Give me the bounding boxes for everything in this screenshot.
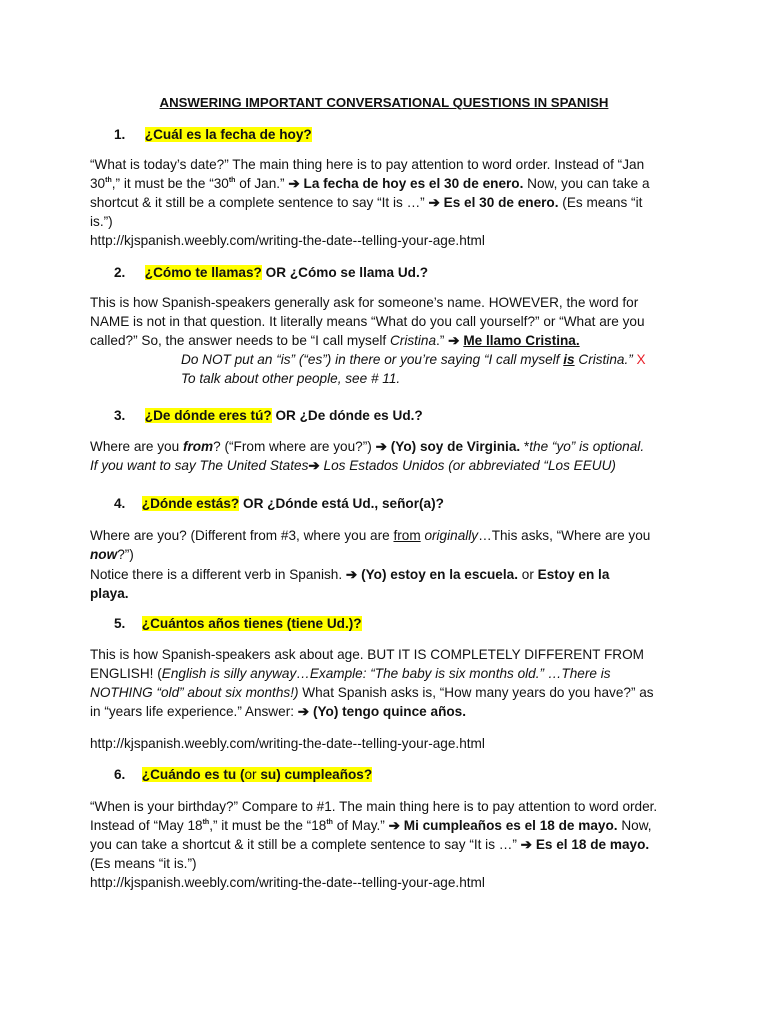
body-line: NAME is not in that question. It literally means “What do you call yourself?” or “What are you — [90, 314, 645, 329]
arrow-icon: ➔ — [375, 439, 387, 454]
body-line: Where are you from? (“From where are you?”) ➔ (Yo) soy de Virginia. *the “yo” is optional. — [90, 439, 645, 454]
body-line: 30th,” it must be the “30th of Jan.” ➔ La fecha de hoy es el 30 de enero. Now, you can take a — [90, 176, 650, 191]
arrow-icon: ➔ — [288, 176, 300, 191]
arrow-icon: ➔ — [345, 567, 358, 582]
body-line: If you want to say The United States➔ Los Estados Unidos (or abbreviated “Los EEUU) — [90, 458, 616, 473]
question-number: 2. — [114, 265, 126, 280]
body-line: “When is your birthday?” Compare to #1. The main thing here is to pay attention to word order. — [90, 799, 658, 814]
body-line: you can take a shortcut & it still be a complete sentence to say “It is …” ➔ Es el 18 de mayo. — [90, 837, 650, 852]
reference-url[interactable]: http://kjspanish.weebly.com/writing-the-date--telling-your-age.html — [90, 233, 485, 248]
wrong-mark-icon: X — [636, 352, 646, 367]
question-number: 3. — [114, 408, 126, 423]
body-line: called?” So, the answer needs to be “I call myself Cristina.” ➔ Me llamo Cristina. — [90, 333, 580, 348]
page-title: ANSWERING IMPORTANT CONVERSATIONAL QUESTIONS IN SPANISH — [159, 95, 609, 110]
arrow-icon: ➔ — [388, 818, 400, 833]
body-line: shortcut & it still be a complete sentence to say “It is …” ➔ Es el 30 de enero. (Es means “it — [90, 195, 643, 210]
question-5-heading — [114, 614, 362, 633]
body-line: in “years life experience.” Answer: ➔ (Yo) tengo quince años. — [90, 704, 467, 719]
question-number: 5. — [114, 616, 126, 631]
body-line: NOTHING “old” about six months!) What Spanish asks is, “How many years do you have?” as — [90, 685, 654, 700]
reference-url[interactable]: http://kjspanish.weebly.com/writing-the-date--telling-your-age.html — [90, 875, 485, 890]
body-line: To talk about other people, see # 11. — [181, 371, 401, 386]
arrow-icon: ➔ — [308, 458, 320, 473]
question-highlight: ¿Cuál es la fecha de hoy? — [144, 127, 312, 142]
question-alternative: OR ¿Dónde está Ud., señor(a)? — [239, 496, 444, 511]
question-1-heading — [114, 125, 312, 144]
question-alternative: OR ¿De dónde es Ud.? — [271, 408, 423, 423]
body-line: This is how Spanish-speakers ask about age. BUT IT IS COMPLETELY DIFFERENT FROM — [90, 647, 645, 662]
question-5-body — [90, 645, 680, 721]
question-2-body — [90, 293, 680, 388]
question-highlight: ¿De dónde eres tú? — [144, 408, 272, 423]
question-3-body — [90, 437, 680, 475]
body-line: is.”) — [90, 214, 113, 229]
question-highlight: ¿Cuándo es tu (or su) cumpleaños? — [141, 767, 373, 782]
body-line: Notice there is a different verb in Spanish. ➔ (Yo) estoy en la escuela. or Estoy en la — [90, 567, 610, 582]
body-line: ENGLISH! (English is silly anyway…Example: “The baby is six months old.” …There is — [90, 666, 611, 681]
question-highlight: ¿Cuántos años tienes (tiene Ud.)? — [141, 616, 362, 631]
question-1-body — [90, 155, 680, 231]
body-line: (Es means “it is.”) — [90, 856, 197, 871]
body-line: “What is today’s date?” The main thing here is to pay attention to word order. Instead of “Jan — [90, 157, 645, 172]
question-number: 4. — [114, 496, 126, 511]
question-number: 1. — [114, 127, 126, 142]
arrow-icon: ➔ — [520, 837, 533, 852]
body-line: Where are you? (Different from #3, where you are from originally…This asks, “Where are you — [90, 528, 651, 543]
question-4-heading — [114, 494, 444, 513]
question-highlight: ¿Cómo te llamas? — [144, 265, 262, 280]
question-6-heading — [114, 765, 372, 784]
arrow-icon: ➔ — [448, 333, 460, 348]
body-line: playa. — [90, 586, 129, 601]
arrow-icon: ➔ — [428, 195, 440, 210]
body-line: Do NOT put an “is” (“es”) in there or you’re saying “I call myself is Cristina.” X — [181, 352, 646, 367]
body-line: This is how Spanish-speakers generally ask for someone’s name. HOWEVER, the word for — [90, 295, 639, 310]
question-3-heading — [114, 406, 423, 425]
body-line: now?”) — [90, 547, 134, 562]
question-4-body — [90, 526, 680, 603]
question-number: 6. — [114, 767, 126, 782]
question-highlight: ¿Dónde estás? — [141, 496, 240, 511]
question-alternative: OR ¿Cómo se llama Ud.? — [261, 265, 429, 280]
body-line: Instead of “May 18th,” it must be the “18th of May.” ➔ Mi cumpleaños es el 18 de mayo. Now, — [90, 818, 652, 833]
reference-url[interactable]: http://kjspanish.weebly.com/writing-the-date--telling-your-age.html — [90, 736, 485, 751]
question-6-body — [90, 797, 680, 873]
question-2-heading — [114, 263, 428, 282]
arrow-icon: ➔ — [297, 704, 310, 719]
